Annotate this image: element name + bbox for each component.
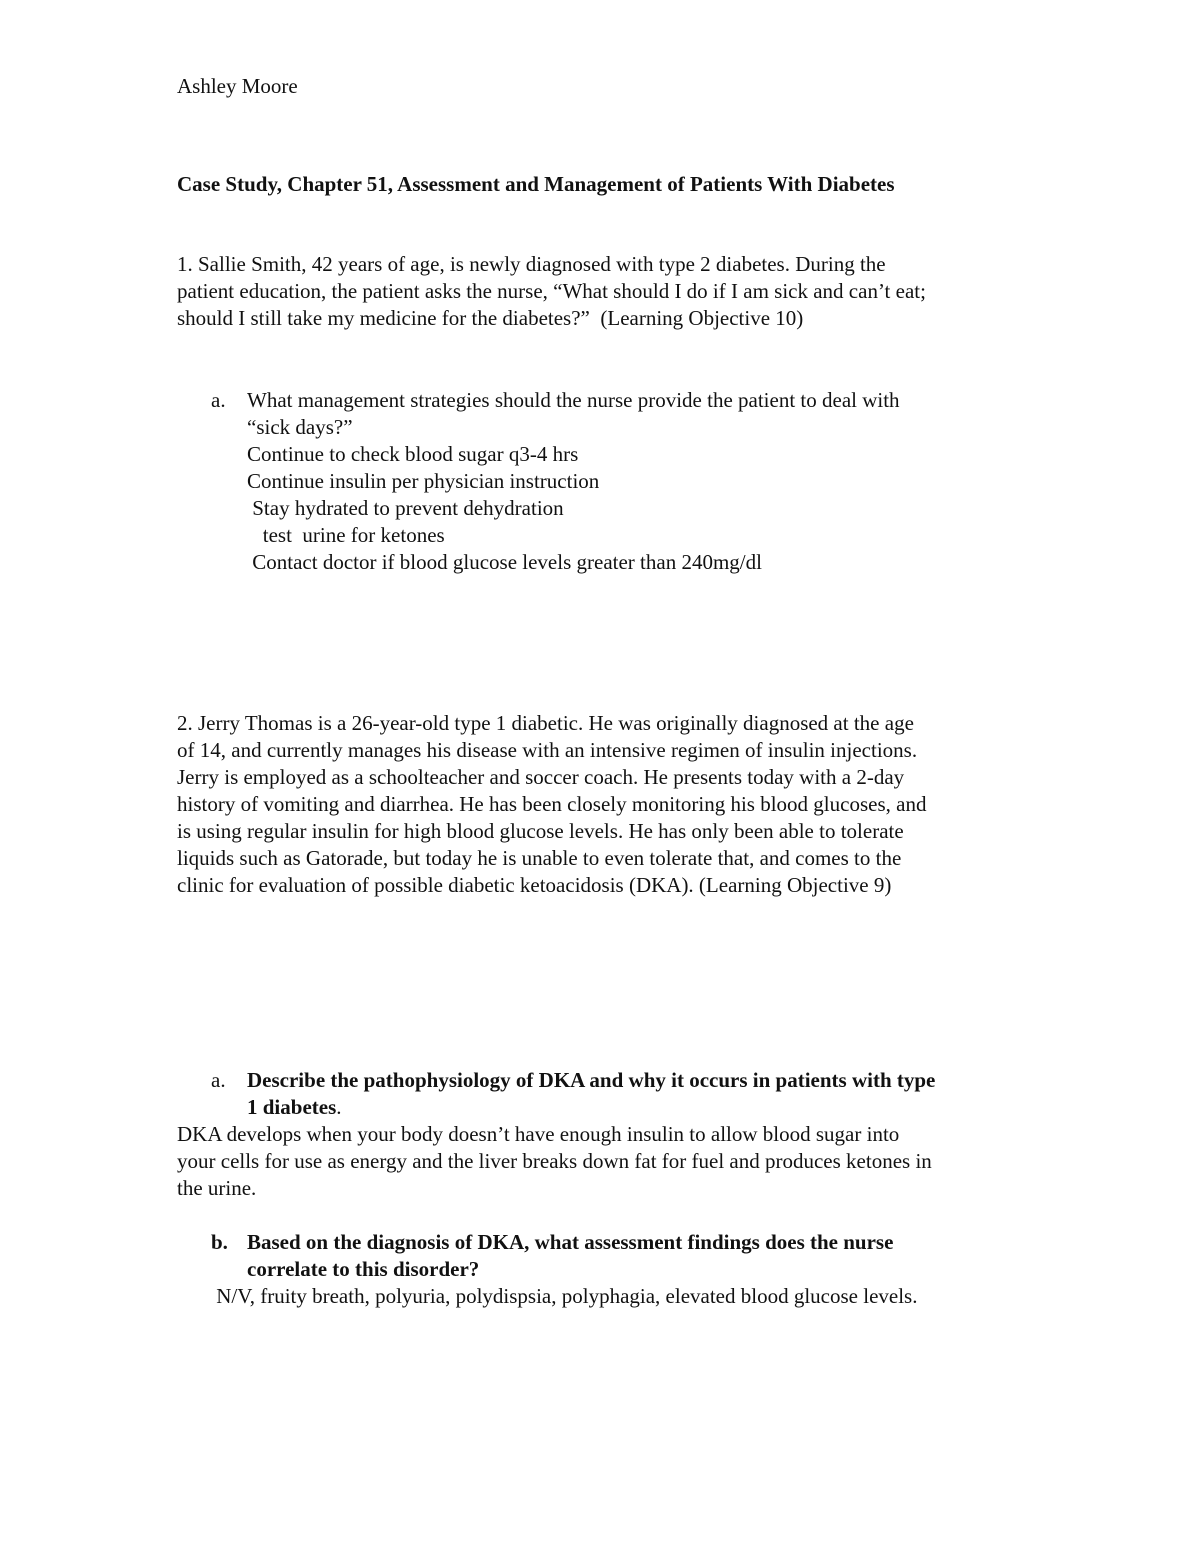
question-1-text-line: patient education, the patient asks the nurse, “What should I do if I am sick and can’t eat; <box>177 279 926 303</box>
question-1a-text-line: What management strategies should the nurse provide the patient to deal with <box>247 388 900 412</box>
question-1-text-line: should I still take my medicine for the diabetes?” (Learning Objective 10) <box>177 306 804 330</box>
question-2-text-line: is using regular insulin for high blood glucose levels. He has only been able to tolerate <box>177 819 904 843</box>
answer-line: test urine for ketones <box>247 523 445 547</box>
list-marker: b. <box>211 1230 228 1254</box>
document-title: Case Study, Chapter 51, Assessment and Management of Patients With Diabetes <box>177 172 895 196</box>
answer-line: Continue to check blood sugar q3-4 hrs <box>247 442 579 466</box>
question-2-text-line: 2. Jerry Thomas is a 26-year-old type 1 diabetic. He was originally diagnosed at the age <box>177 711 914 735</box>
answer-line: Stay hydrated to prevent dehydration <box>247 496 564 520</box>
answer-line: Contact doctor if blood glucose levels greater than 240mg/dl <box>247 550 762 574</box>
question-2a-text-line: Describe the pathophysiology of DKA and why it occurs in patients with type <box>247 1068 936 1092</box>
question-2-text-line: liquids such as Gatorade, but today he is unable to even tolerate that, and comes to the <box>177 846 902 870</box>
list-marker: a. <box>211 1068 226 1092</box>
question-2a-text-bold: 1 diabetes <box>247 1095 337 1119</box>
answer-line: N/V, fruity breath, polyuria, polydispsia, polyphagia, elevated blood glucose levels. <box>211 1284 918 1308</box>
answer-line: Continue insulin per physician instruction <box>247 469 600 493</box>
question-2-text-line: of 14, and currently manages his disease with an intensive regimen of insulin injections. <box>177 738 918 762</box>
answer-line: DKA develops when your body doesn’t have enough insulin to allow blood sugar into <box>177 1122 900 1146</box>
question-2b-text-line: Based on the diagnosis of DKA, what assessment findings does the nurse <box>247 1230 894 1254</box>
answer-line: the urine. <box>177 1176 257 1200</box>
question-2a-text-tail: . <box>336 1095 342 1119</box>
question-2b-text-line: correlate to this disorder? <box>247 1257 480 1281</box>
question-2-text-line: history of vomiting and diarrhea. He has been closely monitoring his blood glucoses, and <box>177 792 927 816</box>
question-1-text-line: 1. Sallie Smith, 42 years of age, is newly diagnosed with type 2 diabetes. During the <box>177 252 886 276</box>
question-1a-text-line: “sick days?” <box>247 415 353 439</box>
list-marker: a. <box>211 388 226 412</box>
question-2a-text-line <box>247 1094 342 1121</box>
author-name: Ashley Moore <box>177 74 298 98</box>
answer-line: your cells for use as energy and the liver breaks down fat for fuel and produces ketones in <box>177 1149 932 1173</box>
question-2-text-line: Jerry is employed as a schoolteacher and soccer coach. He presents today with a 2-day <box>177 765 905 789</box>
question-2-text-line: clinic for evaluation of possible diabetic ketoacidosis (DKA). (Learning Objective 9) <box>177 873 892 897</box>
